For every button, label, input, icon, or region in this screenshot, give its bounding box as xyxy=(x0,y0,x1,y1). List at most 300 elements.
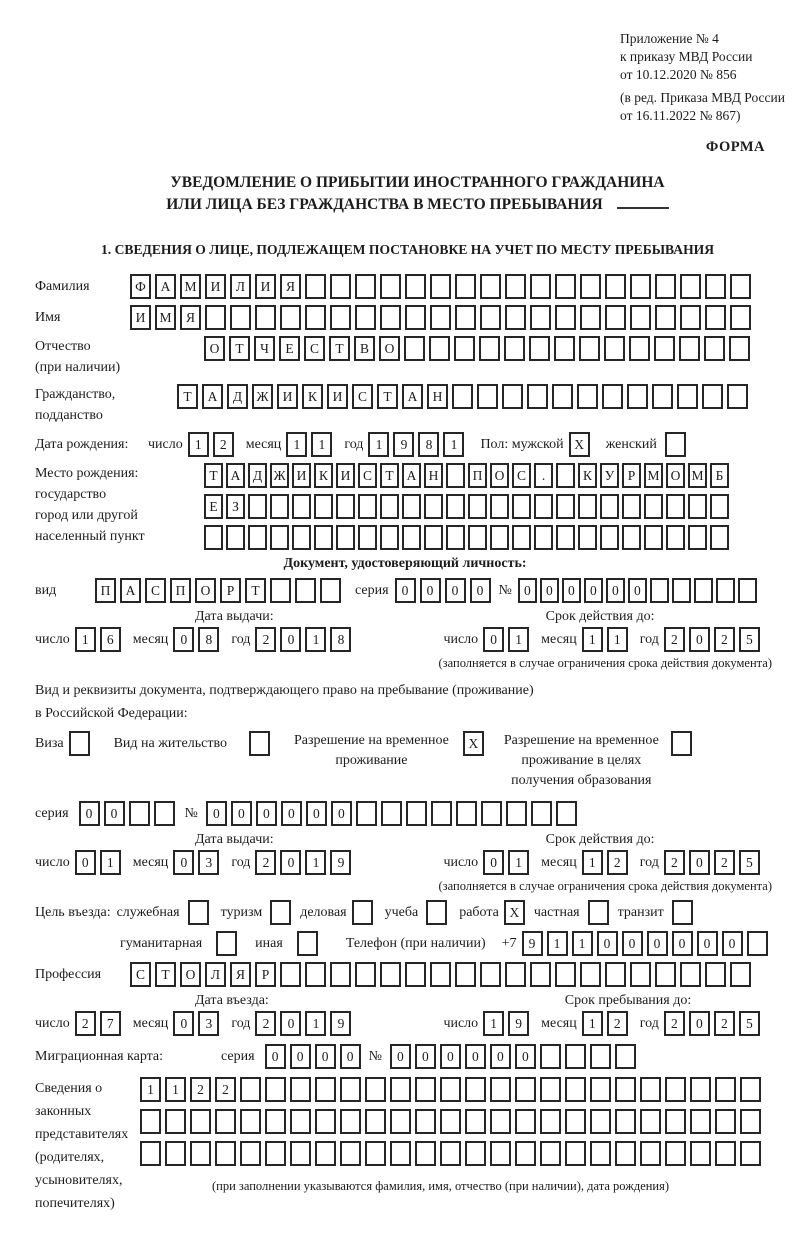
cell-box[interactable] xyxy=(580,274,601,299)
cell-box[interactable]: Н xyxy=(427,384,448,409)
cell-box[interactable]: 0 xyxy=(415,1044,436,1069)
cell-box[interactable] xyxy=(671,731,692,756)
cell-box[interactable]: 0 xyxy=(515,1044,536,1069)
cell-box[interactable] xyxy=(320,578,341,603)
cell-box[interactable] xyxy=(578,494,597,519)
cell-box[interactable]: 0 xyxy=(483,850,504,875)
cell-box[interactable]: 2 xyxy=(664,850,685,875)
cell-box[interactable] xyxy=(555,305,576,330)
cell-box[interactable] xyxy=(390,1077,411,1102)
doc-number-input[interactable] xyxy=(518,578,760,603)
cell-box[interactable] xyxy=(490,1141,511,1166)
cell-box[interactable] xyxy=(552,384,573,409)
cell-box[interactable] xyxy=(506,801,527,826)
birth-month-input[interactable] xyxy=(286,432,336,457)
purpose-transit-checkbox[interactable] xyxy=(672,900,697,925)
cell-box[interactable] xyxy=(336,494,355,519)
cell-box[interactable] xyxy=(455,962,476,987)
cell-box[interactable] xyxy=(702,384,723,409)
cell-box[interactable]: 2 xyxy=(664,627,685,652)
cell-box[interactable] xyxy=(314,525,333,550)
profession-input[interactable] xyxy=(130,962,755,987)
residence-issue-month-input[interactable] xyxy=(173,850,223,875)
birth-place-line1-input[interactable] xyxy=(204,463,732,488)
cell-box[interactable]: 0 xyxy=(628,578,647,603)
cell-box[interactable] xyxy=(479,336,500,361)
residence-valid-day-input[interactable] xyxy=(483,850,533,875)
doc-series-input[interactable] xyxy=(395,578,495,603)
cell-box[interactable] xyxy=(630,274,651,299)
cell-box[interactable] xyxy=(69,731,90,756)
cell-box[interactable] xyxy=(440,1109,461,1134)
purpose-private-checkbox[interactable] xyxy=(588,900,613,925)
cell-box[interactable]: 5 xyxy=(739,850,760,875)
cell-box[interactable] xyxy=(680,274,701,299)
cell-box[interactable]: 0 xyxy=(440,1044,461,1069)
cell-box[interactable] xyxy=(590,1109,611,1134)
cell-box[interactable]: 2 xyxy=(714,627,735,652)
cell-box[interactable]: Р xyxy=(622,463,641,488)
cell-box[interactable]: 1 xyxy=(305,850,326,875)
cell-box[interactable]: 3 xyxy=(198,850,219,875)
cell-box[interactable] xyxy=(729,336,750,361)
cell-box[interactable]: У xyxy=(600,463,619,488)
cell-box[interactable]: С xyxy=(358,463,377,488)
cell-box[interactable] xyxy=(446,525,465,550)
cell-box[interactable] xyxy=(605,962,626,987)
patronymic-input[interactable] xyxy=(204,336,754,361)
cell-box[interactable] xyxy=(622,494,641,519)
cell-box[interactable]: 0 xyxy=(265,1044,286,1069)
cell-box[interactable]: Д xyxy=(248,463,267,488)
cell-box[interactable] xyxy=(314,494,333,519)
cell-box[interactable]: 0 xyxy=(518,578,537,603)
cell-box[interactable] xyxy=(330,274,351,299)
residence-issue-day-input[interactable] xyxy=(75,850,125,875)
cell-box[interactable] xyxy=(555,274,576,299)
cell-box[interactable] xyxy=(356,801,377,826)
cell-box[interactable] xyxy=(640,1109,661,1134)
cell-box[interactable] xyxy=(534,525,553,550)
cell-box[interactable]: З xyxy=(226,494,245,519)
cell-box[interactable] xyxy=(165,1141,186,1166)
cell-box[interactable] xyxy=(380,305,401,330)
cell-box[interactable] xyxy=(655,305,676,330)
cell-box[interactable]: С xyxy=(145,578,166,603)
cell-box[interactable] xyxy=(402,525,421,550)
cell-box[interactable] xyxy=(490,1109,511,1134)
residence-series-input[interactable] xyxy=(79,801,179,826)
cell-box[interactable]: 8 xyxy=(330,627,351,652)
cell-box[interactable]: 1 xyxy=(443,432,464,457)
cell-box[interactable] xyxy=(740,1109,761,1134)
cell-box[interactable]: 0 xyxy=(306,801,327,826)
cell-box[interactable]: К xyxy=(314,463,333,488)
cell-box[interactable] xyxy=(290,1109,311,1134)
cell-box[interactable] xyxy=(640,1077,661,1102)
cell-box[interactable]: Е xyxy=(204,494,223,519)
cell-box[interactable]: 0 xyxy=(622,931,643,956)
cell-box[interactable] xyxy=(380,525,399,550)
cell-box[interactable]: К xyxy=(578,463,597,488)
issue-month-input[interactable] xyxy=(173,627,223,652)
cell-box[interactable] xyxy=(505,305,526,330)
cell-box[interactable]: Я xyxy=(280,274,301,299)
cell-box[interactable] xyxy=(490,494,509,519)
cell-box[interactable]: 9 xyxy=(393,432,414,457)
cell-box[interactable]: И xyxy=(255,274,276,299)
cell-box[interactable] xyxy=(672,900,693,925)
stay-day-input[interactable] xyxy=(483,1011,533,1036)
cell-box[interactable]: Т xyxy=(155,962,176,987)
cell-box[interactable]: 8 xyxy=(198,627,219,652)
visa-checkbox[interactable] xyxy=(69,731,94,756)
cell-box[interactable] xyxy=(679,336,700,361)
surname-input[interactable] xyxy=(130,274,755,299)
cell-box[interactable] xyxy=(429,336,450,361)
cell-box[interactable] xyxy=(305,305,326,330)
cell-box[interactable] xyxy=(340,1077,361,1102)
cell-box[interactable] xyxy=(710,494,729,519)
cell-box[interactable] xyxy=(530,962,551,987)
cell-box[interactable]: 2 xyxy=(607,850,628,875)
cell-box[interactable] xyxy=(381,801,402,826)
cell-box[interactable]: 0 xyxy=(104,801,125,826)
cell-box[interactable] xyxy=(270,900,291,925)
cell-box[interactable] xyxy=(715,1077,736,1102)
cell-box[interactable]: 2 xyxy=(255,850,276,875)
cell-box[interactable]: Ч xyxy=(254,336,275,361)
cell-box[interactable] xyxy=(465,1109,486,1134)
cell-box[interactable] xyxy=(248,494,267,519)
cell-box[interactable]: 1 xyxy=(305,1011,326,1036)
cell-box[interactable] xyxy=(515,1077,536,1102)
cell-box[interactable]: И xyxy=(292,463,311,488)
cell-box[interactable] xyxy=(204,525,223,550)
cell-box[interactable]: 0 xyxy=(340,1044,361,1069)
birth-day-input[interactable] xyxy=(188,432,238,457)
cell-box[interactable] xyxy=(230,305,251,330)
cell-box[interactable] xyxy=(505,962,526,987)
cell-box[interactable]: 2 xyxy=(215,1077,236,1102)
cell-box[interactable] xyxy=(590,1141,611,1166)
residence-permit-checkbox[interactable] xyxy=(249,731,274,756)
cell-box[interactable] xyxy=(365,1109,386,1134)
cell-box[interactable]: Я xyxy=(230,962,251,987)
cell-box[interactable] xyxy=(446,494,465,519)
purpose-other-checkbox[interactable] xyxy=(297,931,322,956)
cell-box[interactable] xyxy=(605,274,626,299)
citizenship-input[interactable] xyxy=(177,384,752,409)
cell-box[interactable]: 0 xyxy=(75,850,96,875)
cell-box[interactable] xyxy=(248,525,267,550)
cell-box[interactable] xyxy=(481,801,502,826)
cell-box[interactable] xyxy=(540,1077,561,1102)
cell-box[interactable] xyxy=(415,1109,436,1134)
cell-box[interactable] xyxy=(315,1077,336,1102)
cell-box[interactable]: 0 xyxy=(395,578,416,603)
sex-female-checkbox[interactable] xyxy=(665,432,690,457)
cell-box[interactable]: 1 xyxy=(188,432,209,457)
cell-box[interactable]: И xyxy=(277,384,298,409)
cell-box[interactable] xyxy=(315,1141,336,1166)
cell-box[interactable]: 0 xyxy=(280,850,301,875)
cell-box[interactable] xyxy=(556,801,577,826)
cell-box[interactable] xyxy=(140,1141,161,1166)
cell-box[interactable] xyxy=(265,1109,286,1134)
cell-box[interactable] xyxy=(672,578,691,603)
cell-box[interactable]: 0 xyxy=(689,850,710,875)
cell-box[interactable]: Т xyxy=(204,463,223,488)
cell-box[interactable]: 2 xyxy=(75,1011,96,1036)
cell-box[interactable]: 0 xyxy=(562,578,581,603)
cell-box[interactable] xyxy=(615,1044,636,1069)
cell-box[interactable] xyxy=(465,1141,486,1166)
cell-box[interactable] xyxy=(265,1141,286,1166)
cell-box[interactable] xyxy=(295,578,316,603)
cell-box[interactable]: Я xyxy=(180,305,201,330)
cell-box[interactable] xyxy=(530,305,551,330)
residence-number-input[interactable] xyxy=(206,801,581,826)
cell-box[interactable]: Ж xyxy=(252,384,273,409)
cell-box[interactable] xyxy=(205,305,226,330)
cell-box[interactable]: Л xyxy=(205,962,226,987)
representatives-line1-input[interactable] xyxy=(140,1077,765,1102)
cell-box[interactable] xyxy=(215,1141,236,1166)
cell-box[interactable]: 0 xyxy=(722,931,743,956)
cell-box[interactable] xyxy=(477,384,498,409)
cell-box[interactable]: О xyxy=(180,962,201,987)
cell-box[interactable]: 0 xyxy=(689,1011,710,1036)
cell-box[interactable] xyxy=(694,578,713,603)
cell-box[interactable]: 7 xyxy=(100,1011,121,1036)
cell-box[interactable]: А xyxy=(402,384,423,409)
cell-box[interactable] xyxy=(390,1109,411,1134)
cell-box[interactable] xyxy=(615,1141,636,1166)
cell-box[interactable] xyxy=(527,384,548,409)
cell-box[interactable] xyxy=(690,1077,711,1102)
cell-box[interactable]: Т xyxy=(245,578,266,603)
cell-box[interactable] xyxy=(588,900,609,925)
cell-box[interactable] xyxy=(402,494,421,519)
cell-box[interactable] xyxy=(556,494,575,519)
cell-box[interactable] xyxy=(455,274,476,299)
cell-box[interactable]: 2 xyxy=(213,432,234,457)
cell-box[interactable] xyxy=(540,1109,561,1134)
cell-box[interactable] xyxy=(380,962,401,987)
cell-box[interactable]: А xyxy=(155,274,176,299)
valid-month-input[interactable] xyxy=(582,627,632,652)
cell-box[interactable] xyxy=(280,305,301,330)
cell-box[interactable]: С xyxy=(130,962,151,987)
cell-box[interactable] xyxy=(565,1044,586,1069)
cell-box[interactable] xyxy=(292,494,311,519)
cell-box[interactable] xyxy=(515,1141,536,1166)
cell-box[interactable]: М xyxy=(180,274,201,299)
cell-box[interactable]: 2 xyxy=(714,850,735,875)
cell-box[interactable]: 1 xyxy=(582,850,603,875)
cell-box[interactable] xyxy=(390,1141,411,1166)
cell-box[interactable] xyxy=(716,578,735,603)
purpose-tourism-checkbox[interactable] xyxy=(270,900,295,925)
cell-box[interactable]: О xyxy=(666,463,685,488)
cell-box[interactable] xyxy=(540,1044,561,1069)
cell-box[interactable]: X xyxy=(569,432,590,457)
cell-box[interactable] xyxy=(290,1077,311,1102)
entry-year-input[interactable] xyxy=(255,1011,355,1036)
cell-box[interactable]: 0 xyxy=(470,578,491,603)
cell-box[interactable]: В xyxy=(354,336,375,361)
cell-box[interactable] xyxy=(600,525,619,550)
cell-box[interactable]: 1 xyxy=(547,931,568,956)
stay-year-input[interactable] xyxy=(664,1011,764,1036)
cell-box[interactable] xyxy=(644,525,663,550)
cell-box[interactable] xyxy=(355,305,376,330)
cell-box[interactable] xyxy=(627,384,648,409)
cell-box[interactable]: А xyxy=(120,578,141,603)
cell-box[interactable]: И xyxy=(327,384,348,409)
cell-box[interactable] xyxy=(579,336,600,361)
cell-box[interactable]: 1 xyxy=(165,1077,186,1102)
cell-box[interactable] xyxy=(415,1141,436,1166)
cell-box[interactable] xyxy=(688,494,707,519)
cell-box[interactable]: 0 xyxy=(584,578,603,603)
cell-box[interactable] xyxy=(555,962,576,987)
cell-box[interactable]: 0 xyxy=(672,931,693,956)
cell-box[interactable] xyxy=(430,305,451,330)
doc-kind-input[interactable] xyxy=(95,578,345,603)
purpose-study-checkbox[interactable] xyxy=(426,900,451,925)
cell-box[interactable]: 9 xyxy=(522,931,543,956)
cell-box[interactable] xyxy=(580,305,601,330)
stay-month-input[interactable] xyxy=(582,1011,632,1036)
cell-box[interactable] xyxy=(738,578,757,603)
cell-box[interactable] xyxy=(480,305,501,330)
cell-box[interactable]: 0 xyxy=(79,801,100,826)
cell-box[interactable] xyxy=(140,1109,161,1134)
cell-box[interactable]: 1 xyxy=(483,1011,504,1036)
cell-box[interactable] xyxy=(531,801,552,826)
cell-box[interactable] xyxy=(330,305,351,330)
cell-box[interactable]: О xyxy=(379,336,400,361)
cell-box[interactable] xyxy=(690,1109,711,1134)
cell-box[interactable] xyxy=(665,432,686,457)
cell-box[interactable] xyxy=(336,525,355,550)
cell-box[interactable]: Т xyxy=(329,336,350,361)
cell-box[interactable] xyxy=(292,525,311,550)
cell-box[interactable] xyxy=(270,525,289,550)
cell-box[interactable]: 0 xyxy=(173,1011,194,1036)
cell-box[interactable] xyxy=(468,494,487,519)
cell-box[interactable]: 1 xyxy=(140,1077,161,1102)
cell-box[interactable]: Ф xyxy=(130,274,151,299)
cell-box[interactable] xyxy=(652,384,673,409)
cell-box[interactable]: 0 xyxy=(647,931,668,956)
cell-box[interactable]: М xyxy=(644,463,663,488)
cell-box[interactable] xyxy=(165,1109,186,1134)
cell-box[interactable] xyxy=(688,525,707,550)
cell-box[interactable]: 1 xyxy=(582,627,603,652)
cell-box[interactable] xyxy=(340,1141,361,1166)
cell-box[interactable] xyxy=(190,1141,211,1166)
cell-box[interactable] xyxy=(600,494,619,519)
residence-issue-year-input[interactable] xyxy=(255,850,355,875)
purpose-work-checkbox[interactable] xyxy=(504,900,529,925)
cell-box[interactable] xyxy=(565,1077,586,1102)
cell-box[interactable] xyxy=(644,494,663,519)
cell-box[interactable] xyxy=(249,731,270,756)
cell-box[interactable] xyxy=(415,1077,436,1102)
cell-box[interactable] xyxy=(665,1141,686,1166)
cell-box[interactable] xyxy=(727,384,748,409)
cell-box[interactable]: 0 xyxy=(540,578,559,603)
cell-box[interactable] xyxy=(430,274,451,299)
cell-box[interactable]: 0 xyxy=(490,1044,511,1069)
cell-box[interactable]: К xyxy=(302,384,323,409)
cell-box[interactable] xyxy=(565,1109,586,1134)
cell-box[interactable]: 0 xyxy=(281,801,302,826)
cell-box[interactable]: 9 xyxy=(330,1011,351,1036)
cell-box[interactable]: 8 xyxy=(418,432,439,457)
cell-box[interactable] xyxy=(355,274,376,299)
cell-box[interactable]: Т xyxy=(377,384,398,409)
cell-box[interactable] xyxy=(468,525,487,550)
cell-box[interactable] xyxy=(630,305,651,330)
cell-box[interactable] xyxy=(666,494,685,519)
cell-box[interactable]: 1 xyxy=(286,432,307,457)
cell-box[interactable] xyxy=(665,1109,686,1134)
edu-residence-checkbox[interactable] xyxy=(671,731,696,756)
cell-box[interactable]: 2 xyxy=(714,1011,735,1036)
cell-box[interactable]: 0 xyxy=(290,1044,311,1069)
migration-number-input[interactable] xyxy=(390,1044,640,1069)
cell-box[interactable] xyxy=(456,801,477,826)
cell-box[interactable]: Б xyxy=(710,463,729,488)
cell-box[interactable]: Т xyxy=(380,463,399,488)
cell-box[interactable] xyxy=(655,962,676,987)
cell-box[interactable] xyxy=(340,1109,361,1134)
cell-box[interactable] xyxy=(730,962,751,987)
cell-box[interactable] xyxy=(640,1141,661,1166)
cell-box[interactable]: Р xyxy=(255,962,276,987)
cell-box[interactable]: 0 xyxy=(315,1044,336,1069)
cell-box[interactable]: П xyxy=(95,578,116,603)
given-name-input[interactable] xyxy=(130,305,755,330)
migration-series-input[interactable] xyxy=(265,1044,365,1069)
cell-box[interactable]: М xyxy=(155,305,176,330)
cell-box[interactable]: 2 xyxy=(607,1011,628,1036)
cell-box[interactable]: 1 xyxy=(75,627,96,652)
issue-year-input[interactable] xyxy=(255,627,355,652)
phone-input[interactable] xyxy=(522,931,772,956)
cell-box[interactable] xyxy=(665,1077,686,1102)
cell-box[interactable] xyxy=(490,1077,511,1102)
temp-residence-checkbox[interactable] xyxy=(463,731,488,756)
cell-box[interactable] xyxy=(565,1141,586,1166)
cell-box[interactable]: А xyxy=(402,463,421,488)
cell-box[interactable] xyxy=(452,384,473,409)
cell-box[interactable] xyxy=(490,525,509,550)
cell-box[interactable] xyxy=(666,525,685,550)
cell-box[interactable] xyxy=(330,962,351,987)
cell-box[interactable]: А xyxy=(202,384,223,409)
cell-box[interactable] xyxy=(315,1109,336,1134)
cell-box[interactable] xyxy=(305,962,326,987)
cell-box[interactable] xyxy=(188,900,209,925)
cell-box[interactable] xyxy=(404,336,425,361)
cell-box[interactable] xyxy=(380,274,401,299)
cell-box[interactable] xyxy=(305,274,326,299)
